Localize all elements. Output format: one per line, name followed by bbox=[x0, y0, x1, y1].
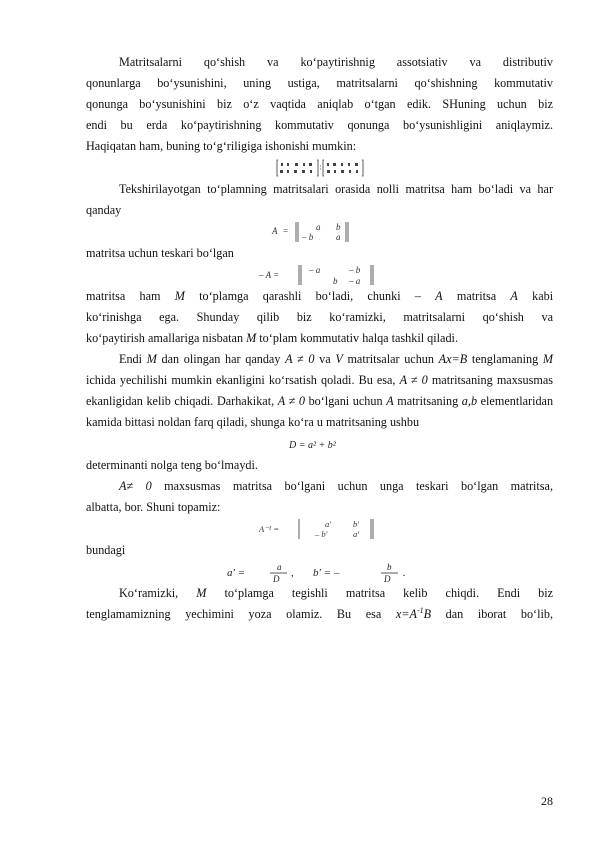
formula-symbol: D bbox=[272, 574, 279, 583]
math-symbol: x=A bbox=[395, 607, 417, 621]
formula-image bbox=[275, 158, 365, 178]
formula-commutativity bbox=[86, 157, 553, 179]
text-run: va bbox=[319, 352, 331, 366]
text-run: matritsa ham bbox=[86, 289, 161, 303]
text-run: Matritsalarni qo‘shish va ko‘paytirishnig assotsiativ va distributiv bbox=[119, 55, 553, 69]
formula-symbol: b′ = – bbox=[312, 567, 339, 579]
formula-inverse-matrix bbox=[86, 518, 553, 540]
formula-image bbox=[285, 434, 355, 454]
paragraph-line bbox=[86, 73, 553, 94]
text-run: matritsaning bbox=[397, 394, 459, 408]
formula-symbol: a′ = bbox=[226, 567, 245, 579]
text-run: matritsalar uchun bbox=[347, 352, 434, 366]
text-run: dan iborat bo‘lib, bbox=[445, 607, 554, 621]
paragraph-line bbox=[86, 52, 553, 73]
formula-symbol: a bbox=[315, 222, 320, 232]
text-run: qonunga bo‘ysunishini biz o‘z vaqtida aniqlab o‘tgan edik. SHuning uchun biz bbox=[86, 97, 553, 111]
paragraph-line bbox=[86, 583, 553, 604]
text-run: matritsa uchun teskari bo‘lgan bbox=[86, 246, 234, 260]
text-run: tenglamamizning yechimini yoza olamiz. Bu esa bbox=[86, 607, 382, 621]
text-run: matritsa bbox=[456, 289, 497, 303]
math-symbol: M bbox=[146, 352, 157, 366]
paragraph-line bbox=[86, 94, 553, 115]
formula-inverse-entries bbox=[86, 561, 553, 583]
math-symbol: M bbox=[246, 331, 257, 345]
text-run: ichida yechilishi mumkin ekanligini ko‘rsatish qoladi. Bu esa, bbox=[86, 373, 396, 387]
paragraph bbox=[86, 540, 553, 561]
math-expression: A ≠ 0 bbox=[277, 394, 305, 408]
paragraph-line bbox=[86, 328, 553, 349]
text-run: bo‘lgani uchun bbox=[308, 394, 383, 408]
formula-symbol: – b bbox=[349, 265, 361, 275]
text-run: Tekshirilayotgan to‘plamning matritsalari orasida nolli matritsa ham bo‘ladi va har qanday bbox=[86, 182, 553, 217]
math-expression bbox=[396, 607, 431, 621]
text-run: dan olingan har qanday bbox=[161, 352, 281, 366]
text-run: elementlaridan kamida bittasi noldan farq qiladi, shunga ko‘ra u matritsaning ushbu bbox=[86, 394, 554, 429]
text-run: Ko‘ramizki, bbox=[119, 586, 179, 600]
math-symbol: A bbox=[510, 289, 518, 303]
math-expression: A ≠ 0 bbox=[285, 352, 315, 366]
paragraph-line bbox=[86, 115, 553, 136]
formula-symbol: – b′ bbox=[315, 529, 328, 539]
text-run: bundagi bbox=[86, 543, 126, 557]
text-run: ko‘rinishga ega. Shunday qilib biz ko‘ramizki, matritsalarni qo‘shish va bbox=[86, 310, 553, 324]
formula-matrix-neg-a bbox=[86, 264, 553, 286]
paragraph-line bbox=[86, 307, 553, 328]
formula-symbol: = bbox=[282, 226, 288, 236]
formula-determinant bbox=[86, 433, 553, 455]
text-run: endi bu erda ko‘paytirishning kommutativ qonunga bo‘ysunishligini aniqlaymiz. bbox=[86, 118, 553, 132]
text-run: kabi bbox=[532, 289, 554, 303]
math-expression: A≠ 0 bbox=[119, 479, 152, 493]
formula-symbol: A bbox=[271, 226, 277, 236]
text-run: maxsusmas matritsa bo‘lgani uchun unga teskari bo‘lgan matritsa, bbox=[164, 479, 553, 493]
formula-symbol: a′ bbox=[325, 519, 332, 529]
text-run: tenglamaning bbox=[471, 352, 539, 366]
formula-image bbox=[257, 518, 382, 540]
math-symbol: B bbox=[423, 607, 432, 621]
formula-symbol: D = a² + b² bbox=[288, 440, 336, 451]
paragraph bbox=[86, 243, 553, 264]
page-content bbox=[86, 52, 553, 625]
math-symbol: A bbox=[435, 289, 443, 303]
formula-symbol: b bbox=[333, 276, 338, 286]
math-symbol: M bbox=[174, 289, 185, 303]
text-run: Haqiqatan ham, buning to‘g‘riligiga ishonishi mumkin: bbox=[86, 139, 357, 153]
paragraph bbox=[86, 179, 553, 221]
paragraph bbox=[86, 349, 553, 433]
text-run: ko‘paytirish amallariga nisbatan bbox=[86, 331, 244, 345]
math-exponent: -1 bbox=[416, 605, 424, 615]
math-symbol: V bbox=[335, 352, 343, 366]
formula-symbol: a bbox=[276, 562, 281, 572]
text-run: albatta, bor. Shuni topamiz: bbox=[86, 500, 221, 514]
text-run: qonunlarga bo‘ysunishini, uning ustiga, matritsalarni qo‘shishning kommutativ bbox=[86, 76, 553, 90]
math-expression: A ≠ 0 bbox=[399, 373, 428, 387]
math-symbol: A bbox=[386, 394, 394, 408]
math-expression: a,b bbox=[461, 394, 478, 408]
formula-symbol: , bbox=[290, 567, 294, 579]
formula-symbol: b bbox=[386, 562, 391, 572]
paragraph-line bbox=[86, 286, 553, 307]
text-run: matritsaning maxsusmas ekanligidan kelib chiqadi. Darhakikat, bbox=[86, 373, 554, 408]
formula-symbol: b′ bbox=[353, 519, 360, 529]
formula-symbol: – A = bbox=[259, 270, 280, 280]
formula-image bbox=[257, 264, 382, 286]
formula-matrix-a bbox=[86, 221, 553, 243]
formula-symbol: a′ bbox=[353, 529, 360, 539]
paragraph-line bbox=[86, 476, 553, 497]
text-run: to‘plamga tegishli matritsa kelib chiqdi. Endi biz bbox=[224, 586, 554, 600]
paragraph-line bbox=[86, 497, 553, 518]
math-symbol: M bbox=[542, 352, 554, 366]
paragraph-line bbox=[86, 604, 553, 625]
formula-symbol: a bbox=[335, 232, 340, 242]
paragraph bbox=[86, 455, 553, 476]
page-number: 28 bbox=[541, 794, 553, 808]
math-expression: Ax=B bbox=[438, 352, 468, 366]
paragraph-line bbox=[86, 136, 553, 157]
formula-symbol: b bbox=[335, 222, 340, 232]
text-run: determinanti nolga teng bo‘lmaydi. bbox=[86, 458, 258, 472]
formula-symbol: – a bbox=[309, 265, 321, 275]
math-symbol: M bbox=[196, 586, 207, 600]
formula-image bbox=[270, 221, 370, 243]
formula-image bbox=[225, 561, 415, 583]
formula-symbol: – a bbox=[349, 276, 361, 286]
text-run: Endi bbox=[119, 352, 143, 366]
formula-symbol: A⁻¹ = bbox=[259, 524, 280, 534]
text-run: to‘plamga qarashli bo‘ladi, chunki – bbox=[199, 289, 421, 303]
formula-symbol: . bbox=[402, 567, 406, 579]
text-run: to‘plam kommutativ halqa tashkil qiladi. bbox=[259, 331, 458, 345]
formula-symbol: – b bbox=[301, 232, 313, 242]
formula-symbol: D bbox=[383, 574, 390, 583]
